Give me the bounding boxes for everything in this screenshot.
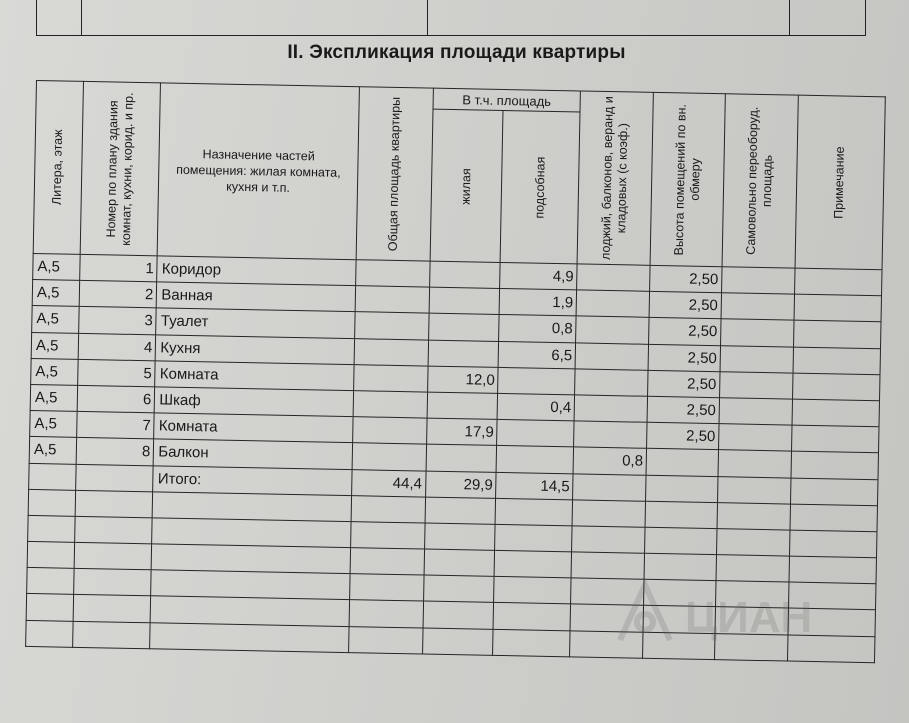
- empty-cell: [350, 522, 424, 550]
- empty-cell: [151, 570, 350, 600]
- cell-nomer: [75, 464, 153, 492]
- empty-cell: [27, 568, 74, 595]
- empty-cell: [26, 620, 73, 647]
- cell-zhilaya: [428, 340, 499, 368]
- header-nomer: Номер по плану здания комнат, кухни, корид. и пр.: [80, 81, 161, 255]
- empty-cell: [715, 607, 788, 635]
- cell-nomer: 4: [78, 333, 156, 361]
- empty-cell: [496, 498, 573, 526]
- empty-cell: [572, 526, 645, 554]
- cell-name: Комната: [155, 361, 354, 391]
- cell-obshaya: [353, 364, 427, 392]
- cell-samovolno: [719, 424, 792, 452]
- header-podsobnaya: подсобная: [501, 111, 581, 264]
- header-litera: Литера, этаж: [33, 81, 83, 255]
- empty-cell: [153, 492, 352, 522]
- cell-podsobnaya: 0,4: [498, 393, 575, 421]
- empty-cell: [26, 594, 73, 621]
- cell-podsobnaya: [498, 367, 575, 395]
- empty-cell: [424, 523, 495, 551]
- header-vtch: В т.ч. площадь: [433, 88, 581, 112]
- divider: [427, 0, 428, 35]
- cell-zhilaya: [427, 392, 498, 420]
- cell-nomer: 1: [79, 254, 157, 282]
- cell-lodzhii: [574, 395, 647, 423]
- empty-cell: [717, 529, 790, 557]
- empty-cell: [152, 544, 351, 574]
- cell-samovolno: [721, 319, 794, 347]
- empty-cell: [494, 603, 571, 631]
- cell-name: Ванная: [157, 282, 356, 312]
- cell-primechanie: [792, 399, 880, 427]
- section-title: II. Экспликация площади квартиры: [287, 42, 626, 63]
- empty-cell: [572, 500, 645, 528]
- header-naznachenie: Назначение частей помещения: жилая комната, кухня и т.п.: [158, 83, 360, 260]
- cell-podsobnaya: 0,8: [499, 315, 576, 343]
- cell-podsobnaya: 1,9: [500, 289, 577, 317]
- empty-cell: [422, 628, 493, 656]
- cell-litera: А,5: [32, 280, 79, 307]
- empty-cell: [789, 530, 877, 558]
- empty-cell: [644, 580, 716, 608]
- cell-obshaya-total: 44,4: [351, 469, 425, 497]
- empty-cell: [571, 578, 644, 606]
- cell-samovolno: [718, 476, 791, 504]
- cell-nomer: 6: [77, 385, 155, 413]
- empty-cell: [715, 633, 788, 661]
- cell-primechanie: [794, 294, 882, 322]
- cell-zhilaya: [429, 261, 500, 289]
- cell-zhilaya: [429, 287, 500, 315]
- divider: [789, 0, 790, 35]
- explication-table: [25, 80, 886, 663]
- cell-obshaya: [355, 286, 429, 314]
- cell-samovolno: [720, 345, 793, 373]
- empty-cell: [644, 553, 716, 581]
- empty-cell: [424, 549, 495, 577]
- cell-zhilaya: [428, 313, 499, 341]
- cell-primechanie: [791, 425, 879, 453]
- cell-podsobnaya: 4,9: [500, 262, 577, 290]
- empty-cell: [74, 542, 152, 570]
- previous-table-remnant: [36, 0, 866, 36]
- cell-nomer: 7: [76, 411, 154, 439]
- cell-samovolno: [720, 371, 793, 399]
- empty-cell: [495, 524, 572, 552]
- cell-zhilaya-total: 29,9: [425, 471, 496, 499]
- empty-cell: [493, 629, 570, 657]
- cell-primechanie: [792, 373, 880, 401]
- empty-rows: [26, 489, 878, 662]
- empty-cell: [74, 516, 152, 544]
- cell-primechanie: [791, 451, 879, 479]
- cell-nomer: 8: [76, 438, 154, 466]
- cell-vysota: [646, 475, 718, 503]
- cell-litera: А,5: [29, 437, 76, 464]
- cell-primechanie: [793, 347, 881, 375]
- cell-name: Балкон: [154, 439, 353, 469]
- cell-nomer: 3: [78, 307, 156, 335]
- cell-lodzhii: [576, 316, 649, 344]
- header-primechanie: Примечание: [795, 95, 885, 270]
- empty-cell: [570, 604, 643, 632]
- empty-cell: [73, 595, 151, 623]
- empty-cell: [788, 582, 876, 610]
- empty-cell: [789, 556, 877, 584]
- cell-lodzhii: 0,8: [573, 447, 646, 475]
- cell-nomer: 2: [79, 281, 157, 309]
- empty-cell: [151, 596, 350, 626]
- cell-samovolno: [718, 450, 791, 478]
- cell-obshaya: [354, 312, 428, 340]
- cell-primechanie: [793, 320, 881, 348]
- empty-cell: [27, 541, 74, 568]
- cell-litera: А,5: [32, 306, 79, 333]
- empty-cell: [570, 630, 643, 658]
- header-vysota: Высота помещений по вн. обмеру: [650, 92, 725, 266]
- cell-vysota: 2,50: [647, 422, 719, 450]
- cell-litera: А,5: [33, 253, 80, 280]
- cell-samovolno: [721, 293, 794, 321]
- empty-cell: [495, 550, 572, 578]
- empty-cell: [150, 622, 349, 652]
- cell-name: Шкаф: [155, 387, 354, 417]
- cell-name: Туалет: [156, 308, 355, 338]
- cell-obshaya: [352, 417, 426, 445]
- cell-primechanie: [790, 478, 878, 506]
- cell-litera: А,5: [30, 411, 77, 438]
- empty-cell: [717, 502, 790, 530]
- empty-cell: [494, 577, 571, 605]
- cell-lodzhii: [576, 290, 649, 318]
- cell-samovolno: [722, 267, 795, 295]
- cell-podsobnaya-total: 14,5: [496, 472, 573, 500]
- cell-litera: А,5: [31, 358, 78, 385]
- cell-obshaya: [354, 338, 428, 366]
- cell-podsobnaya: [497, 446, 574, 474]
- empty-cell: [571, 552, 644, 580]
- empty-cell: [787, 635, 875, 663]
- cell-podsobnaya: 6,5: [499, 341, 576, 369]
- cell-nomer: 5: [77, 359, 155, 387]
- empty-cell: [75, 490, 153, 518]
- cell-lodzhii: [575, 342, 648, 370]
- empty-cell: [643, 606, 715, 634]
- cell-zhilaya: 12,0: [427, 366, 498, 394]
- cell-vysota: 2,50: [649, 292, 721, 320]
- cell-vysota: 2,50: [649, 318, 721, 346]
- cell-vysota: 2,50: [647, 396, 719, 424]
- empty-cell: [73, 569, 151, 597]
- empty-cell: [350, 548, 424, 576]
- cell-podsobnaya: [497, 420, 574, 448]
- cell-lodzhii: [575, 369, 648, 397]
- empty-cell: [643, 632, 715, 660]
- cell-vysota: 2,50: [648, 370, 720, 398]
- cell-lodzhii: [574, 421, 647, 449]
- cell-name: Коридор: [157, 256, 356, 286]
- cell-total-label: Итого:: [153, 465, 352, 495]
- cell-litera: [29, 463, 76, 490]
- cell-primechanie: [794, 268, 882, 296]
- cell-obshaya: [352, 443, 426, 471]
- header-lodzhii: лоджий, балконов, веранд и кладовых (с коэф.): [577, 91, 653, 265]
- empty-cell: [72, 621, 150, 649]
- cell-vysota: 2,50: [650, 265, 722, 293]
- empty-cell: [348, 626, 422, 654]
- cell-zhilaya: [426, 444, 497, 472]
- cell-vysota: [646, 449, 718, 477]
- header-obshaya: Общая площадь квартиры: [356, 87, 433, 261]
- empty-cell: [790, 504, 878, 532]
- empty-cell: [716, 555, 789, 583]
- empty-cell: [645, 527, 717, 555]
- cell-lodzhii: [577, 264, 650, 292]
- cell-obshaya: [355, 260, 429, 288]
- header-zhilaya: жилая: [430, 109, 504, 262]
- header-samovolno: Самовольно переоборуд. площадь: [722, 94, 798, 268]
- cell-obshaya: [353, 391, 427, 419]
- empty-cell: [716, 581, 789, 609]
- cell-litera: А,5: [31, 332, 78, 359]
- cell-lodzhii: [573, 473, 646, 501]
- empty-cell: [423, 575, 494, 603]
- cell-name: Кухня: [156, 334, 355, 364]
- svg-text:ЦИАН: ЦИАН: [685, 593, 813, 642]
- cell-samovolno: [719, 398, 792, 426]
- empty-cell: [645, 501, 717, 529]
- empty-cell: [152, 518, 351, 548]
- empty-cell: [425, 497, 496, 525]
- empty-cell: [351, 495, 425, 523]
- cell-litera: А,5: [30, 384, 77, 411]
- divider: [81, 0, 82, 35]
- empty-cell: [349, 600, 423, 628]
- empty-cell: [28, 515, 75, 542]
- empty-cell: [349, 574, 423, 602]
- empty-cell: [28, 489, 75, 516]
- cell-vysota: 2,50: [648, 344, 720, 372]
- cell-name: Комната: [154, 413, 353, 443]
- empty-cell: [788, 608, 876, 636]
- cell-zhilaya: 17,9: [426, 418, 497, 446]
- empty-cell: [423, 601, 494, 629]
